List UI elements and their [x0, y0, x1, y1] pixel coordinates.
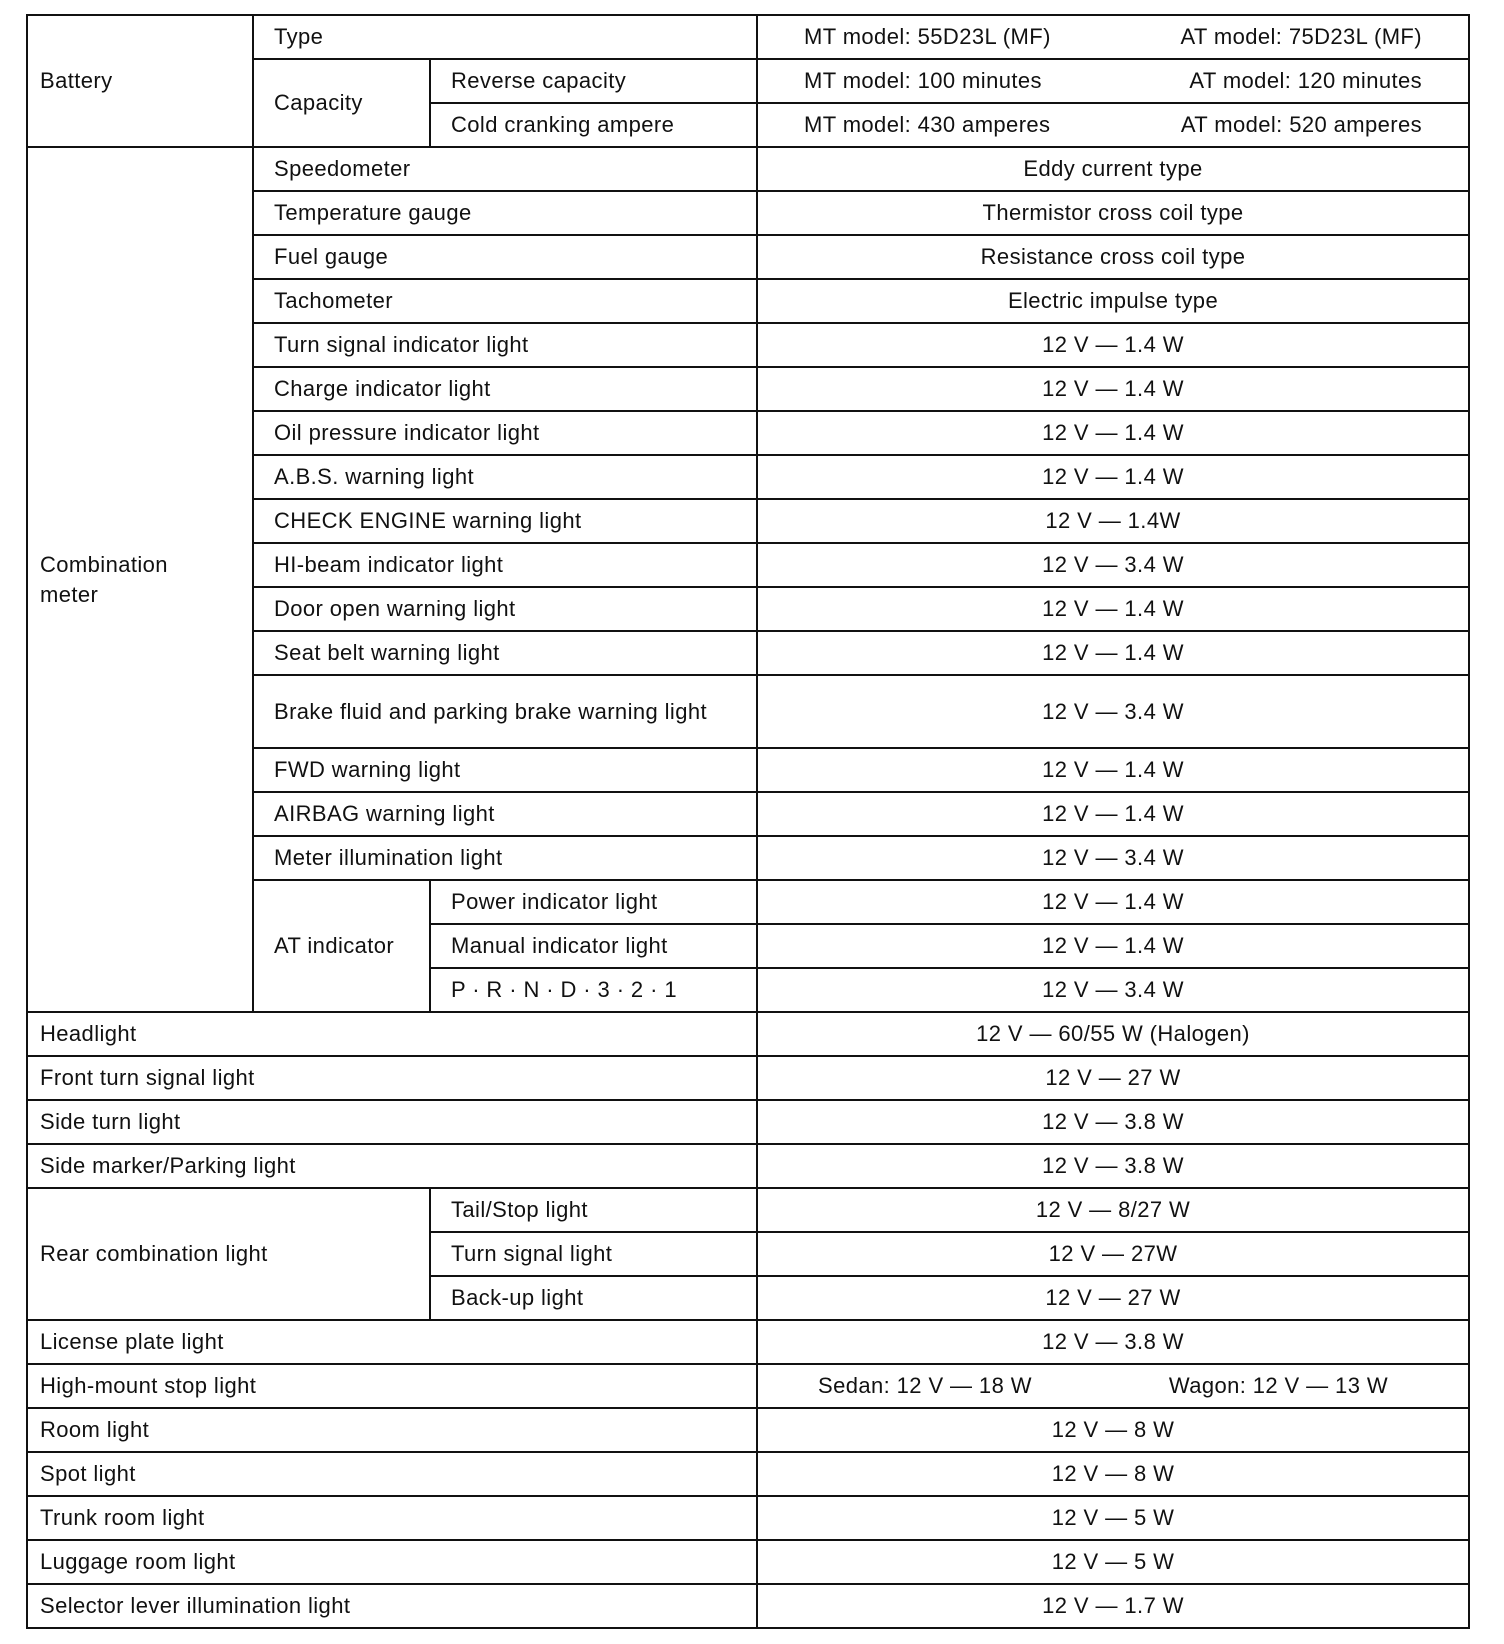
rear-combination-label: Rear combination light — [27, 1188, 430, 1320]
table-row — [27, 15, 1469, 59]
meter-item-label: Charge indicator light — [253, 367, 757, 411]
meter-item-label: Speedometer — [253, 147, 757, 191]
at-indicator-item-value: 12 V — 1.4 W — [757, 924, 1469, 968]
rear-item-label: Back-up light — [430, 1276, 757, 1320]
meter-item-value: 12 V — 1.4W — [757, 499, 1469, 543]
meter-item-label: HI-beam indicator light — [253, 543, 757, 587]
meter-item-value: Eddy current type — [757, 147, 1469, 191]
battery-type-at: AT model: 75D23L (MF) — [1180, 24, 1423, 49]
table-row — [27, 147, 1469, 191]
license-plate-value: 12 V — 3.8 W — [757, 1320, 1469, 1364]
meter-item-label: Meter illumination light — [253, 836, 757, 880]
meter-item-label: Brake fluid and parking brake warning light — [253, 675, 757, 748]
high-mount-label: High-mount stop light — [27, 1364, 757, 1408]
battery-label: Battery — [27, 15, 253, 147]
luggage-room-value: 12 V — 5 W — [757, 1540, 1469, 1584]
at-indicator-item-label: P · R · N · D · 3 · 2 · 1 — [430, 968, 757, 1012]
headlight-label: Headlight — [27, 1012, 757, 1056]
meter-item-value: 12 V — 3.4 W — [757, 543, 1469, 587]
battery-type-label: Type — [253, 15, 757, 59]
table-row — [27, 1584, 1469, 1628]
side-marker-value: 12 V — 3.8 W — [757, 1144, 1469, 1188]
table-row — [27, 1408, 1469, 1452]
battery-cold-mt: MT model: 430 amperes — [804, 112, 1051, 137]
side-turn-value: 12 V — 3.8 W — [757, 1100, 1469, 1144]
meter-item-value: 12 V — 1.4 W — [757, 455, 1469, 499]
spec-table — [26, 14, 1470, 1629]
high-mount-wagon: Wagon: 12 V — 13 W — [1168, 1373, 1389, 1398]
battery-cold-label: Cold cranking ampere — [430, 103, 757, 147]
table-row — [27, 1056, 1469, 1100]
table-row — [27, 1100, 1469, 1144]
battery-reverse-value — [757, 59, 1469, 103]
rear-item-value: 12 V — 8/27 W — [757, 1188, 1469, 1232]
meter-item-value: 12 V — 1.4 W — [757, 587, 1469, 631]
meter-item-value: Resistance cross coil type — [757, 235, 1469, 279]
room-light-label: Room light — [27, 1408, 757, 1452]
at-indicator-label: AT indicator — [253, 880, 430, 1012]
battery-type-value — [757, 15, 1469, 59]
selector-lever-value: 12 V — 1.7 W — [757, 1584, 1469, 1628]
meter-item-label: Tachometer — [253, 279, 757, 323]
front-turn-label: Front turn signal light — [27, 1056, 757, 1100]
combination-meter-label: Combination meter — [27, 147, 253, 1012]
meter-item-label: Temperature gauge — [253, 191, 757, 235]
spot-light-label: Spot light — [27, 1452, 757, 1496]
at-indicator-item-value: 12 V — 3.4 W — [757, 968, 1469, 1012]
meter-item-value: 12 V — 1.4 W — [757, 631, 1469, 675]
rear-item-label: Turn signal light — [430, 1232, 757, 1276]
trunk-room-label: Trunk room light — [27, 1496, 757, 1540]
luggage-room-label: Luggage room light — [27, 1540, 757, 1584]
trunk-room-value: 12 V — 5 W — [757, 1496, 1469, 1540]
table-row — [27, 1364, 1469, 1408]
meter-item-label: Oil pressure indicator light — [253, 411, 757, 455]
battery-reverse-mt: MT model: 100 minutes — [804, 68, 1042, 93]
rear-item-value: 12 V — 27W — [757, 1232, 1469, 1276]
at-indicator-item-label: Manual indicator light — [430, 924, 757, 968]
battery-cold-value — [757, 103, 1469, 147]
battery-reverse-label: Reverse capacity — [430, 59, 757, 103]
table-row — [27, 1320, 1469, 1364]
battery-capacity-label: Capacity — [253, 59, 430, 147]
at-indicator-item-value: 12 V — 1.4 W — [757, 880, 1469, 924]
table-row — [27, 1496, 1469, 1540]
meter-item-label: Fuel gauge — [253, 235, 757, 279]
meter-item-label: Seat belt warning light — [253, 631, 757, 675]
side-turn-label: Side turn light — [27, 1100, 757, 1144]
at-indicator-item-label: Power indicator light — [430, 880, 757, 924]
rear-item-label: Tail/Stop light — [430, 1188, 757, 1232]
table-row — [27, 1540, 1469, 1584]
meter-item-value: 12 V — 3.4 W — [757, 675, 1469, 748]
battery-reverse-at: AT model: 120 minutes — [1189, 68, 1423, 93]
meter-item-value: 12 V — 1.4 W — [757, 411, 1469, 455]
meter-item-value: 12 V — 1.4 W — [757, 367, 1469, 411]
table-row — [27, 1012, 1469, 1056]
selector-lever-label: Selector lever illumination light — [27, 1584, 757, 1628]
spot-light-value: 12 V — 8 W — [757, 1452, 1469, 1496]
battery-cold-at: AT model: 520 amperes — [1180, 112, 1423, 137]
high-mount-sedan: Sedan: 12 V — 18 W — [818, 1373, 1032, 1398]
meter-item-label: Door open warning light — [253, 587, 757, 631]
meter-item-label: FWD warning light — [253, 748, 757, 792]
meter-item-value: Thermistor cross coil type — [757, 191, 1469, 235]
table-row — [27, 1188, 1469, 1232]
meter-item-label: AIRBAG warning light — [253, 792, 757, 836]
headlight-value: 12 V — 60/55 W (Halogen) — [757, 1012, 1469, 1056]
meter-item-label: CHECK ENGINE warning light — [253, 499, 757, 543]
meter-item-value: 12 V — 1.4 W — [757, 748, 1469, 792]
front-turn-value: 12 V — 27 W — [757, 1056, 1469, 1100]
license-plate-label: License plate light — [27, 1320, 757, 1364]
high-mount-value — [757, 1364, 1469, 1408]
meter-item-value: 12 V — 1.4 W — [757, 792, 1469, 836]
room-light-value: 12 V — 8 W — [757, 1408, 1469, 1452]
side-marker-label: Side marker/Parking light — [27, 1144, 757, 1188]
table-row — [27, 1144, 1469, 1188]
meter-item-label: Turn signal indicator light — [253, 323, 757, 367]
table-row — [27, 1452, 1469, 1496]
meter-item-value: 12 V — 1.4 W — [757, 323, 1469, 367]
meter-item-value: 12 V — 3.4 W — [757, 836, 1469, 880]
rear-item-value: 12 V — 27 W — [757, 1276, 1469, 1320]
meter-item-value: Electric impulse type — [757, 279, 1469, 323]
meter-item-label: A.B.S. warning light — [253, 455, 757, 499]
battery-type-mt: MT model: 55D23L (MF) — [804, 24, 1051, 49]
